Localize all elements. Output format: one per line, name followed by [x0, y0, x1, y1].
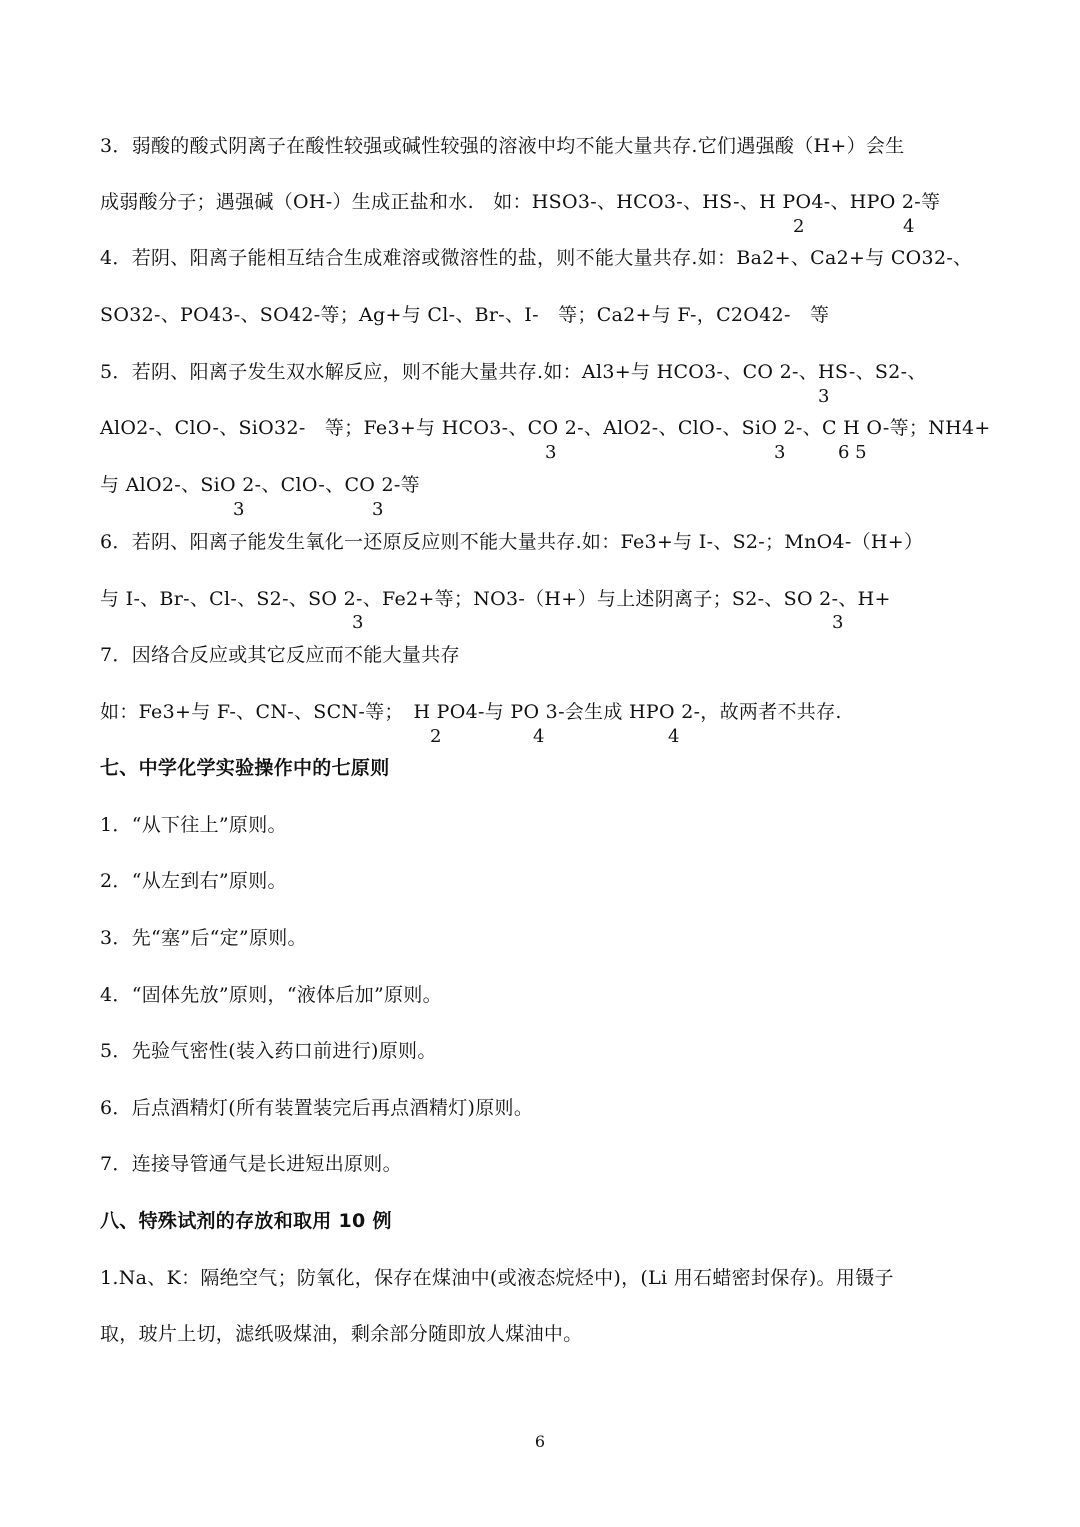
paragraph-line: 1.Na、K：隔绝空气；防氧化，保存在煤油中(或液态烷烃中)，(Li 用石蜡密封保存)。用镊子: [100, 1267, 894, 1289]
paragraph-line: SO32-、PO43-、SO42-等；Ag+与 Cl-、Br-、I- 等；Ca2+与 F-，C2O42- 等: [100, 304, 830, 326]
subscript: 3: [233, 499, 245, 520]
subscript: 3: [818, 386, 830, 407]
subscript: 4: [533, 726, 545, 747]
paragraph-line: 与 I-、Br-、Cl-、S2-、SO 2-、Fe2+等；NO3-（H+）与上述阴离子；S2-、SO 2-、H+: [100, 588, 891, 610]
paragraph-line: 5．若阴、阳离子发生双水解反应，则不能大量共存.如：Al3+与 HCO3-、CO 2-、HS-、S2-、: [100, 361, 927, 383]
paragraph-line: 7．因络合反应或其它反应而不能大量共存: [100, 644, 460, 666]
page-number: 6: [534, 1432, 546, 1451]
paragraph-line: 如：Fe3+与 F-、CN-、SCN-等； H PO4-与 PO 3-会生成 HPO 2-，故两者不共存.: [100, 701, 842, 723]
list-item: 4．“固体先放”原则，“液体后加”原则。: [100, 984, 442, 1006]
section-heading: 八、特殊试剂的存放和取用 10 例: [100, 1210, 392, 1232]
subscript: 4: [903, 216, 915, 237]
subscript: 2: [793, 216, 805, 237]
list-item: 5．先验气密性(装入药口前进行)原则。: [100, 1040, 437, 1062]
subscript: 3: [352, 612, 364, 633]
paragraph-line: 与 AlO2-、SiO 2-、ClO-、CO 2-等: [100, 474, 420, 496]
list-item: 6．后点酒精灯(所有装置装完后再点酒精灯)原则。: [100, 1097, 534, 1119]
paragraph-line: AlO2-、ClO-、SiO32- 等；Fe3+与 HCO3-、CO 2-、AlO2-、ClO-、SiO 2-、C H O-等；NH4+: [100, 417, 991, 439]
subscript: 4: [668, 726, 680, 747]
paragraph-line: 4．若阴、阳离子能相互结合生成难溶或微溶性的盐，则不能大量共存.如：Ba2+、Ca2+与 CO32-、: [100, 247, 973, 269]
subscript: 3: [774, 442, 786, 463]
subscript: 3: [832, 612, 844, 633]
paragraph-line: 取，玻片上切，滤纸吸煤油，剩余部分随即放人煤油中。: [100, 1323, 583, 1345]
section-heading: 七、中学化学实验操作中的七原则: [100, 757, 390, 779]
subscript: 3: [545, 442, 557, 463]
paragraph-line: 6．若阴、阳离子能发生氧化一还原反应则不能大量共存.如：Fe3+与 I-、S2-；MnO4-（H+）: [100, 531, 924, 553]
subscript: 3: [372, 499, 384, 520]
subscript: 2: [430, 726, 442, 747]
paragraph-line: 成弱酸分子；遇强碱（OH-）生成正盐和水. 如：HSO3-、HCO3-、HS-、H PO4-、HPO 2-等: [100, 191, 941, 213]
list-item: 1．“从下往上”原则。: [100, 814, 287, 836]
list-item: 7．连接导管通气是长进短出原则。: [100, 1153, 402, 1175]
paragraph-line: 3．弱酸的酸式阴离子在酸性较强或碱性较强的溶液中均不能大量共存.它们遇强酸（H+）会生: [100, 135, 905, 157]
subscript: 6 5: [838, 442, 867, 463]
list-item: 3．先“塞”后“定”原则。: [100, 927, 307, 949]
list-item: 2．“从左到右”原则。: [100, 870, 287, 892]
